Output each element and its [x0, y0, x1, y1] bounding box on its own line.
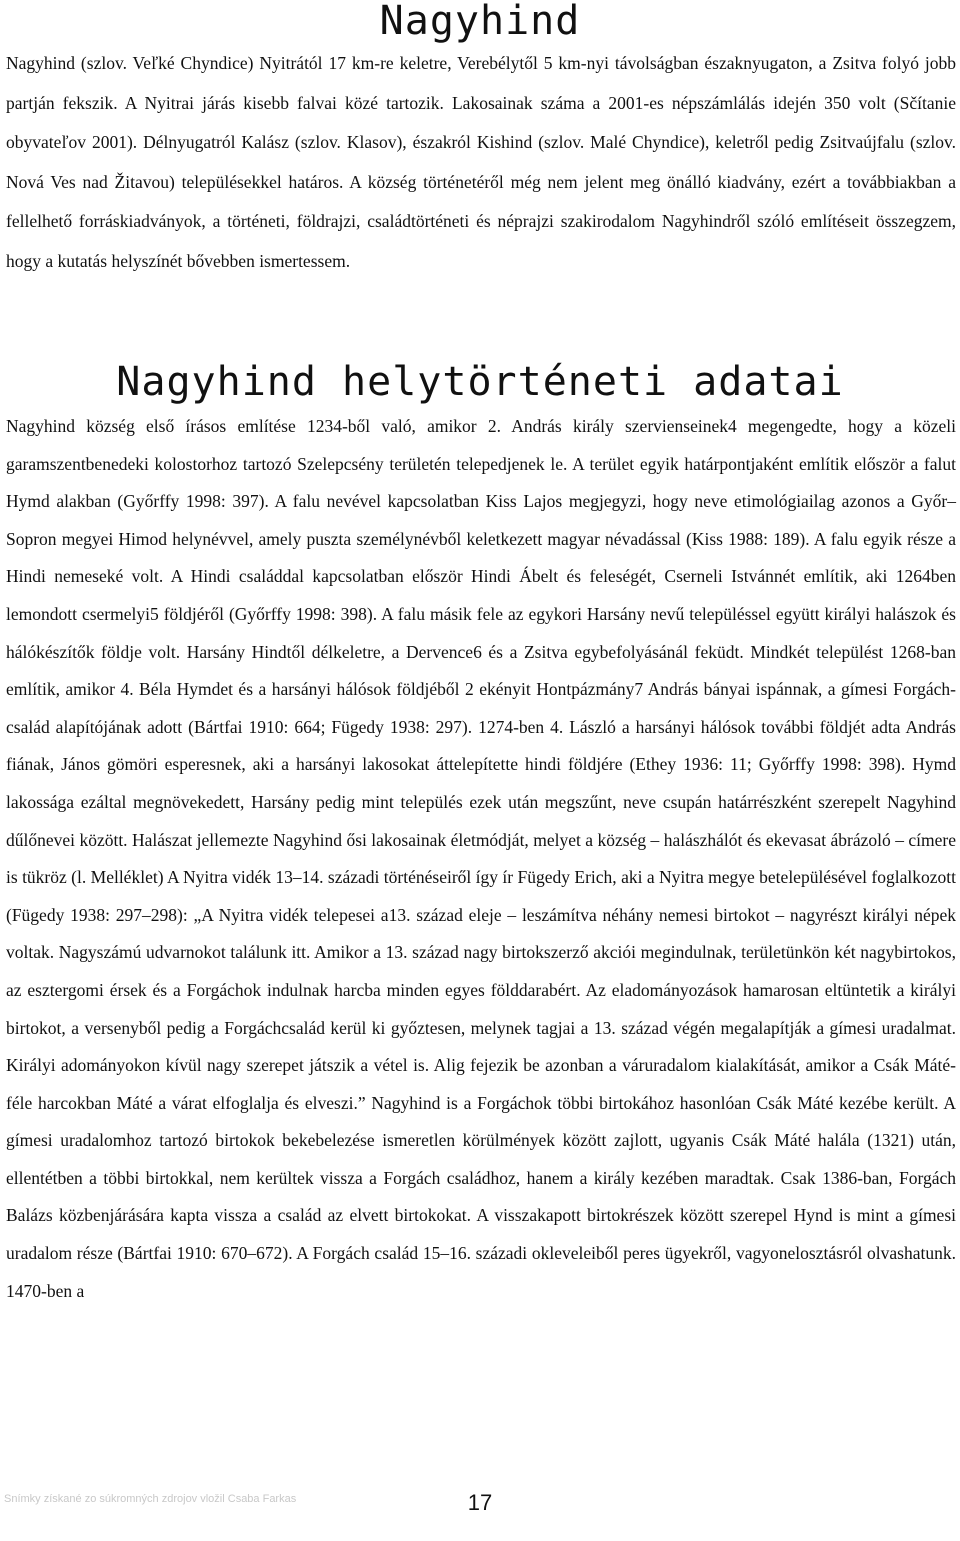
history-paragraph: Nagyhind község első írásos említése 1234-ből való, amikor 2. András király szervienseinek4 megengedte, hogy a közeli garamszentbenedeki kolostorhoz tartozó Szelepcsény területén telepedjenek le. A terület egyik határpontjaként említik először a falut Hymd alakban (Győrffy 1998: 397). A falu nevével kapcsolatban Kiss Lajos megjegyzi, hogy neve etimológiailag azonos a Győr–Sopron megyei Himod helynévvel, amely puszta személynévből keletkezett magyar névadással (Kiss 1988: 189). A falu egyik része a Hindi nemeseké volt. A Hindi családdal kapcsolatban először Hindi Ábelt és feleségét, Cserneli Istvánnét említik, aki 1264ben lemondott csermelyi5 földjéről (Győrffy 1998: 398). A falu másik fele az egykori Harsány nevű településsel együtt királyi halászok és hálókészítők földje volt. Harsány Hindtől délkeletre, a Dervence6 és a Zsitva egybefolyásánál feküdt. Mindkét települést 1268-ban említik, amikor 4. Béla Hymdet és a harsányi hálósok földjéből 2 ekényit Hontpázmány7 András bányai ispánnak, a gímesi Forgách-család alapítójának adott (Bártfai 1910: 664; Fügedy 1938: 297). 1274-ben 4. László a harsányi hálósok további földjét adta András fiának, János gömöri esperesnek, aki a harsányi lakosokat áttelepítette hindi földjére (Ethey 1936: 11; Győrffy 1998: 398). Hymd lakossága ezáltal megnövekedett, Harsány pedig mint település ezek után megszűnt, neve csupán határrészként szerepelt Nagyhind dűlőnevei között. Halászat jellemezte Nagyhind ősi lakosainak életmódját, melyet a község – halászhálót és ekevasat ábrázoló – címere is tükröz (l. Melléklet) A Nyitra vidék 13–14. századi történéseiről így ír Fügedy Erich, aki a Nyitra megye betelepülésével foglalkozott (Fügedy 1938: 297–298): „A Nyitra vidék telepesei a13. század eleje – leszámítva néhány nemesi birtokot – nagyrészt királyi népek voltak. Nagyszámú udvarnokot találunk itt. Amikor a 13. század nagy birtokszerző akciói megindulnak, területünkön két nagybirtokos, az esztergomi érsek és a Forgáchok indulnak harcba minden egyes földdarabért. Az eladományozások hamarosan eltüntetik a királyi birtokot, a versenyből pedig a Forgáchcsalád kerül ki győztesen, melynek tagjai a 13. század végén megalapítják a gímesi uradalmat. Királyi adományokon kívül nagy szerepet játszik a vétel is. Alig fejezik be azonban a váruradalom kialakítását, amikor a Csák Máté-féle harcokban Máté a várat elfoglalja és elveszi.” Nagyhind is a Forgáchok többi birtokához hasonlóan Csák Máté kezébe került. A gímesi uradalomhoz tartozó birtokok bekebelezése ismeretlen körülmények között zajlott, ugyanis Csák Máté halála (1321) után, ellentétben a többi birtokkal, nem kerültek vissza a Forgách családhoz, hanem a király kezében maradtak. Csak 1386-ban, Forgách Balázs közbenjárására kapta vissza a család az elvett birtokokat. A visszakapott birtokrészek között szerepel Hynd is mint a gímesi uradalom része (Bártfai 1910: 670–672). A Forgách család 15–16. századi okleveleiből peres ügyekről, vagyonelosztásról olvashatunk. 1470-ben a — [6, 416, 956, 1301]
footer-watermark-note: Snímky získané zo súkromných zdrojov vložil Csaba Farkas — [4, 1493, 297, 1505]
intro-paragraph: Nagyhind (szlov. Veľké Chyndice) Nyitrától 17 km-re keletre, Verebélytől 5 km-nyi távolságban északnyugaton, a Zsitva folyó jobb partján fekszik. A Nyitrai járás kisebb falvai közé tartozik. Lakosainak száma a 2001-es népszámlálás idején 350 volt (Sčítanie obyvateľov 2001). Délnyugatról Kalász (szlov. Klasov), északról Kishind (szlov. Malé Chyndice), keletről pedig Zsitvaújfalu (szlov. Nová Ves nad Žitavou) településekkel határos. A község történetéről még nem jelent meg önálló kiadvány, ezért a továbbiakban a fellelhető forráskiadványok, a történeti, földrajzi, családtörténeti és néprajzi szakirodalom Nagyhindről szóló említéseit összegzem, hogy a kutatás helyszínét bővebben ismertessem. — [6, 53, 956, 271]
section-title: Nagyhind helytörténeti adatai — [116, 359, 844, 405]
page-title: Nagyhind — [379, 0, 581, 44]
page-number: 17 — [467, 1490, 493, 1515]
